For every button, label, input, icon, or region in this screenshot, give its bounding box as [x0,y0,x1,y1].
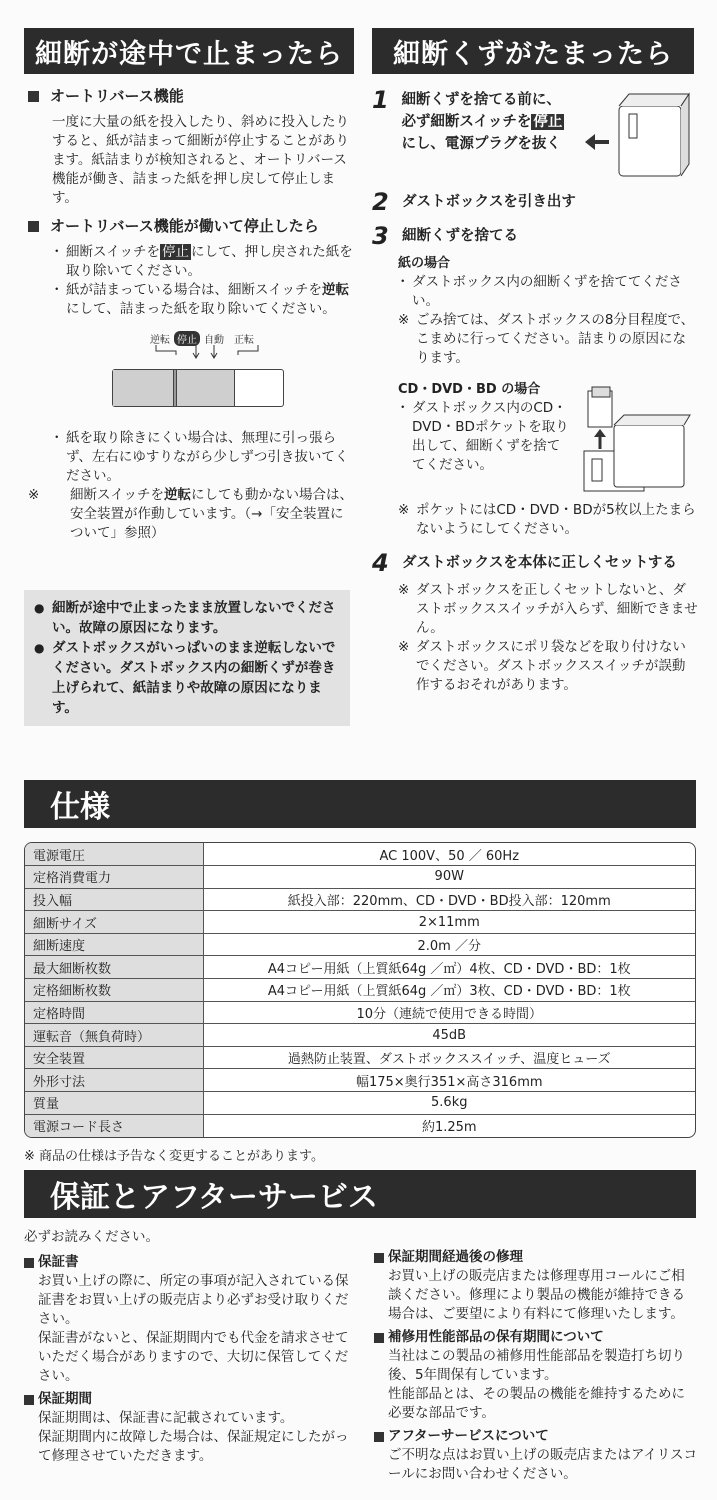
spec-value: 2×11mm [203,911,695,934]
list-item: ・ 細断スイッチを 停止 にして、押し戻された紙を取り除いてください。 [52,243,356,281]
reverse-note: ※ 細断スイッチを逆転にしても動かない場合は、安全装置が作動しています。（→「安全装置について」参照） [28,486,356,543]
dust-box-icon [574,385,692,495]
spec-title: 仕様 [24,780,696,828]
warranty-title: 保証とアフターサービス [24,1170,696,1218]
list-item: ・ 紙を取り除きにくい場合は、無理に引っ張らず、左右にゆすりながら少しずつ引き抜いてください。 [52,429,356,486]
spec-row [25,1001,695,1024]
step-3 [372,222,698,250]
warranty-card-heading: 保証書 [24,1253,360,1272]
switch-label-stop: 停止 [174,331,200,346]
list-item: ・ ダストボックス内の細断くずを捨ててください。 [398,273,698,311]
spec-row [25,911,695,934]
section-title-dust: 細断くずがたまったら [372,28,694,74]
spec-key: 運転音（無負荷時） [25,1024,203,1047]
step-2 [372,188,698,216]
step-number: 2 [372,188,389,216]
spec-row [25,1024,695,1047]
spec-row [25,1092,695,1115]
spec-value: 45dB [203,1024,695,1047]
remove-tips [28,429,356,486]
spec-value: 幅175×奥行351×高さ316mm [203,1069,695,1092]
warranty-right [374,1248,698,1484]
left-column [28,86,356,543]
spec-value: 10分（連続で使用できる時間） [203,1001,695,1024]
spec-note: ※ 商品の仕様は予告なく変更することがあります。 [24,1149,324,1164]
step-text: ダストボックスを引き出す [402,194,576,210]
spec-row [25,1046,695,1069]
warranty-card-body: 保証書がないと、保証期間内でも代金を請求させていただく場合がありますので、大切に保管してください。 [38,1330,349,1384]
spec-value: A4コピー用紙（上質紙64g ／㎡）3枚、CD・DVD・BD：1枚 [203,979,695,1002]
stop-steps [28,243,356,319]
spec-value: A4コピー用紙（上質紙64g ／㎡）4枚、CD・DVD・BD：1枚 [203,956,695,979]
spec-key: 質量 [25,1092,203,1115]
autoreverse-body: 一度に大量の紙を投入したり、斜めに投入したりすると、紙が詰まって細断が停止することがあります。紙詰まりが検知されると、オートリバース機能が働き、詰まった紙を押し戻して停止します。 [52,114,349,206]
step-number: 1 [372,86,389,114]
cd-heading: CD・DVD・BD の場合 [398,382,541,397]
warranty-period-heading: 保証期間 [24,1390,360,1409]
step-number: 3 [372,222,389,250]
warranty-period-body: 保証期間は、保証書に記載されています。 [38,1410,294,1426]
spec-key: 定格細断枚数 [25,979,203,1002]
list-item: ・ 紙が詰まっている場合は、細断スイッチを逆転にして、詰まった紙を取り除いてください。 [52,281,356,319]
step-1 [372,86,698,182]
paper-note: ※ ごみ捨ては、ダストボックスの8分目程度で、こまめに行ってください。詰まりの原因になります。 [398,311,698,368]
spec-value: 紙投入部：220mm、CD・DVD・BD投入部：120mm [203,888,695,911]
autoreverse-stop-heading: オートリバース機能が働いて停止したら [28,216,356,237]
warranty-left [24,1228,360,1466]
warning-item: ● ダストボックスがいっぱいのまま逆転しないでください。ダストボックス内の細断くずが巻き上げられて、紙詰まりや故障の原因になります。 [34,638,340,718]
warranty-period-body: 保証期間内に故障した場合は、保証規定にしたがって修理させていただきます。 [38,1429,349,1464]
parts-body: 当社はこの製品の補修用性能部品を製造打ち切り後、5年間保有しています。 [388,1348,685,1383]
step-text: ダストボックスを本体に正しくセットする [402,555,677,571]
after-service-heading: アフターサービスについて [374,1427,698,1446]
step-text: 細断くずを捨てる [402,228,518,244]
autoreverse-heading: オートリバース機能 [28,86,356,107]
spec-value: 90W [203,866,695,889]
spec-key: 定格時間 [25,1001,203,1024]
list-item: ・ ダストボックス内のCD・DVD・BDポケットを取り出して、細断くずを捨ててください。 [398,399,570,475]
spec-value: 約1.25m [421,1120,477,1136]
switch-label-reverse: 逆転 [150,335,170,346]
warning-item: ● 細断が途中で止まったまま放置しないでください。故障の原因になります。 [34,598,340,638]
spec-key: 安全装置 [25,1046,203,1069]
switch-pointer-icon [138,343,298,369]
section-title-jam: 細断が途中で止まったら [24,28,354,74]
parts-heading: 補修用性能部品の保有期間について [374,1328,698,1347]
spec-value: 2.0m ／分 [203,933,695,956]
step-number: 4 [372,549,389,577]
switch-label-forward: 正転 [234,335,254,346]
spec-key: 電源電圧 [25,843,203,866]
spec-value: 過熱防止装置、ダストボックススイッチ、温度ヒューズ [203,1046,695,1069]
shredder-unplug-icon [581,86,698,182]
spec-row [25,843,695,866]
switch-diagram [28,329,356,429]
switch-body [112,369,284,407]
spec-key: 投入幅 [25,888,203,911]
repair-body: お買い上げの販売店または修理専用コールにご相談ください。修理により製品の機能が維持できる場合は、ご要望により有料にて修理いたします。 [388,1268,685,1322]
spec-row [25,933,695,956]
spec-row [25,866,695,889]
step-text: 細断くずを捨てる前に、必ず細断スイッチを 停止にし、電源プラグを抜く [401,92,563,152]
spec-table [24,842,696,1138]
parts-body: 性能部品とは、その製品の機能を維持するために必要な部品です。 [388,1386,685,1421]
warning-box [24,590,350,726]
spec-row [25,956,695,979]
after-service-body: ご不明な点はお買い上げの販売店またはアイリスコールにお問い合わせください。 [388,1447,698,1482]
spec-key: 最大細断枚数 [25,956,203,979]
spec-key: 細断速度 [25,933,203,956]
repair-heading: 保証期間経過後の修理 [374,1248,698,1267]
paper-heading: 紙の場合 [398,256,451,271]
step-4 [372,549,698,577]
step-4-notes [372,581,698,695]
cd-note: ※ ポケットにはCD・DVD・BDが5枚以上たまらないようにしてください。 [398,501,698,539]
switch-label-auto: 自動 [204,335,224,346]
spec-value: 5.6kg [203,1092,695,1115]
warranty-intro: 必ずお読みください。 [24,1229,159,1245]
spec-key: 外形寸法 [25,1069,203,1092]
set-note: ※ ダストボックスにポリ袋などを取り付けないでください。ダストボックススイッチが誤動作するおそれがあります。 [398,638,698,695]
spec-row [25,979,695,1002]
spec-row [25,888,695,911]
step-3-detail [372,254,698,539]
spec-value: AC 100V、50 ／ 60Hz [203,843,695,866]
stop-tag: 停止 [161,244,189,260]
spec-row [25,1069,695,1092]
stop-tag: 停止 [533,114,563,130]
warranty-card-body: お買い上げの際に、所定の事項が記入されている保証書をお買い上げの販売店より必ずお受け取りください。 [38,1273,349,1327]
spec-key: 定格消費電力 [25,866,203,889]
set-note: ※ ダストボックスを正しくセットしないと、ダストボックススイッチが入らず、細断できません。 [398,581,698,638]
spec-key: 細断サイズ [25,911,203,934]
right-column [372,86,698,695]
spec-key: 電源コード長さ [25,1114,203,1137]
spec-row [25,1114,695,1137]
